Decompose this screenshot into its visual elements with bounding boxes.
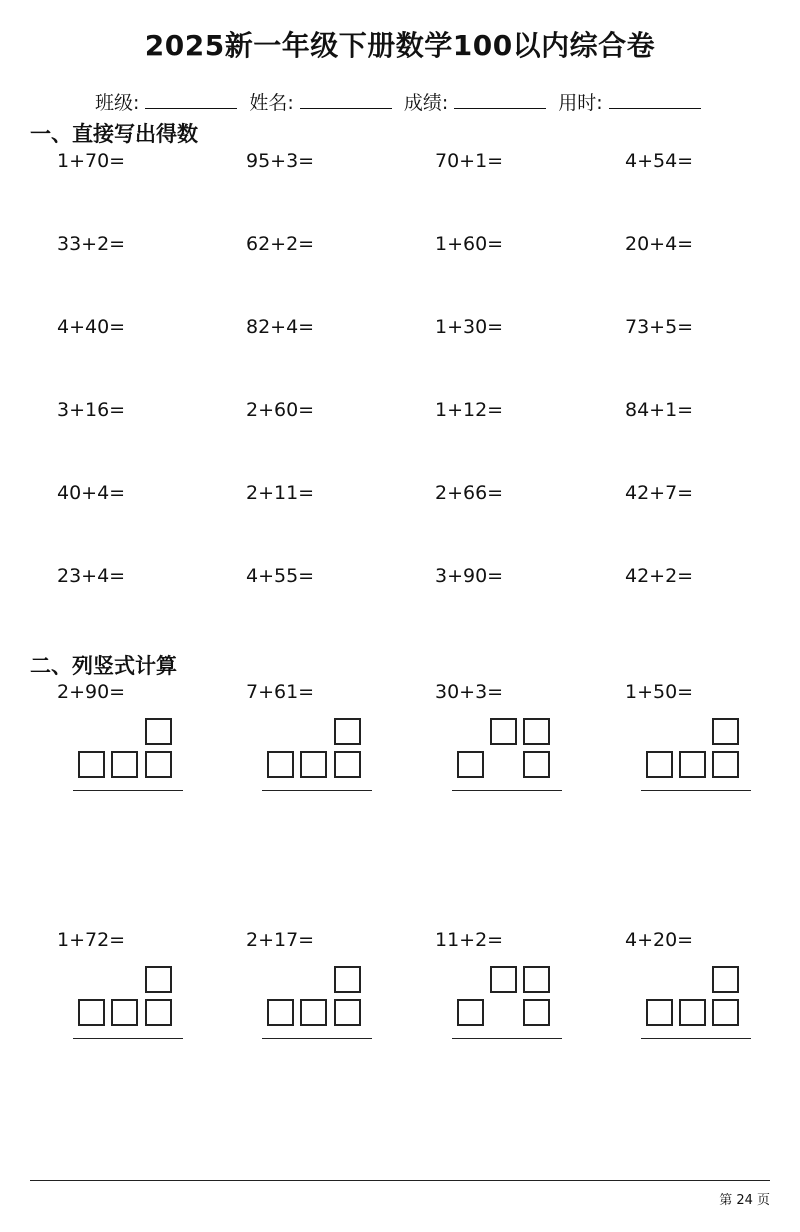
problem[interactable]: 70+1=	[435, 150, 504, 172]
class-field[interactable]	[95, 88, 237, 115]
answer-line	[73, 1038, 183, 1039]
problem: 1+72=	[57, 929, 126, 951]
problem[interactable]: 3+90=	[435, 565, 504, 587]
answer-box[interactable]	[490, 718, 517, 745]
time-label: 用时:	[558, 92, 603, 114]
problem[interactable]: 20+4=	[625, 233, 694, 255]
problem[interactable]: 42+7=	[625, 482, 694, 504]
answer-box[interactable]	[334, 966, 361, 993]
problem[interactable]: 1+30=	[435, 316, 504, 338]
answer-box[interactable]	[679, 999, 706, 1026]
answer-box[interactable]	[145, 751, 172, 778]
problem: 4+20=	[625, 929, 694, 951]
answer-box[interactable]	[490, 966, 517, 993]
problem: 7+61=	[246, 681, 315, 703]
section1-title: 一、直接写出得数	[30, 122, 198, 146]
answer-box[interactable]	[267, 999, 294, 1026]
problem: 1+50=	[625, 681, 694, 703]
answer-line	[262, 790, 372, 791]
answer-box[interactable]	[457, 999, 484, 1026]
answer-box[interactable]	[111, 751, 138, 778]
class-label: 班级:	[95, 92, 140, 114]
answer-line	[452, 790, 562, 791]
answer-box[interactable]	[78, 999, 105, 1026]
answer-line	[262, 1038, 372, 1039]
problem: 30+3=	[435, 681, 504, 703]
time-blank[interactable]	[609, 90, 701, 109]
problem[interactable]: 3+16=	[57, 399, 126, 421]
answer-box[interactable]	[646, 751, 673, 778]
score-blank[interactable]	[454, 90, 546, 109]
answer-box[interactable]	[712, 751, 739, 778]
answer-box[interactable]	[646, 999, 673, 1026]
class-blank[interactable]	[145, 90, 237, 109]
problem[interactable]: 2+66=	[435, 482, 504, 504]
answer-box[interactable]	[523, 966, 550, 993]
answer-box[interactable]	[523, 751, 550, 778]
problem[interactable]: 4+55=	[246, 565, 315, 587]
problem[interactable]: 4+40=	[57, 316, 126, 338]
problem: 2+90=	[57, 681, 126, 703]
problem[interactable]: 84+1=	[625, 399, 694, 421]
answer-line	[641, 1038, 751, 1039]
answer-box[interactable]	[679, 751, 706, 778]
section2-title: 二、列竖式计算	[30, 654, 177, 678]
problem[interactable]: 40+4=	[57, 482, 126, 504]
answer-box[interactable]	[334, 999, 361, 1026]
answer-box[interactable]	[523, 999, 550, 1026]
answer-box[interactable]	[712, 999, 739, 1026]
problem[interactable]: 73+5=	[625, 316, 694, 338]
problem[interactable]: 1+12=	[435, 399, 504, 421]
name-field[interactable]	[249, 88, 391, 115]
name-label: 姓名:	[249, 92, 294, 114]
answer-box[interactable]	[145, 718, 172, 745]
answer-box[interactable]	[267, 751, 294, 778]
answer-line	[452, 1038, 562, 1039]
answer-box[interactable]	[145, 999, 172, 1026]
answer-box[interactable]	[712, 718, 739, 745]
problem[interactable]: 2+60=	[246, 399, 315, 421]
problem: 2+17=	[246, 929, 315, 951]
score-field[interactable]	[404, 88, 546, 115]
problem[interactable]: 62+2=	[246, 233, 315, 255]
answer-line	[641, 790, 751, 791]
problem[interactable]: 2+11=	[246, 482, 315, 504]
footer-divider	[30, 1180, 770, 1181]
answer-box[interactable]	[300, 999, 327, 1026]
problem[interactable]: 42+2=	[625, 565, 694, 587]
answer-box[interactable]	[457, 751, 484, 778]
problem: 11+2=	[435, 929, 504, 951]
answer-box[interactable]	[523, 718, 550, 745]
problem[interactable]: 33+2=	[57, 233, 126, 255]
problem[interactable]: 23+4=	[57, 565, 126, 587]
time-field[interactable]	[558, 88, 700, 115]
answer-box[interactable]	[78, 751, 105, 778]
problem[interactable]: 95+3=	[246, 150, 315, 172]
answer-box[interactable]	[300, 751, 327, 778]
name-blank[interactable]	[300, 90, 392, 109]
answer-box[interactable]	[712, 966, 739, 993]
problem[interactable]: 1+60=	[435, 233, 504, 255]
answer-box[interactable]	[334, 751, 361, 778]
problem[interactable]: 1+70=	[57, 150, 126, 172]
score-label: 成绩:	[403, 92, 449, 114]
page-number: 第 24 页	[719, 1193, 770, 1208]
student-info-row	[95, 88, 701, 115]
page-title: 2025新一年级下册数学100以内综合卷	[144, 29, 656, 62]
problem[interactable]: 4+54=	[625, 150, 694, 172]
answer-box[interactable]	[145, 966, 172, 993]
answer-line	[73, 790, 183, 791]
answer-box[interactable]	[334, 718, 361, 745]
problem[interactable]: 82+4=	[246, 316, 315, 338]
answer-box[interactable]	[111, 999, 138, 1026]
